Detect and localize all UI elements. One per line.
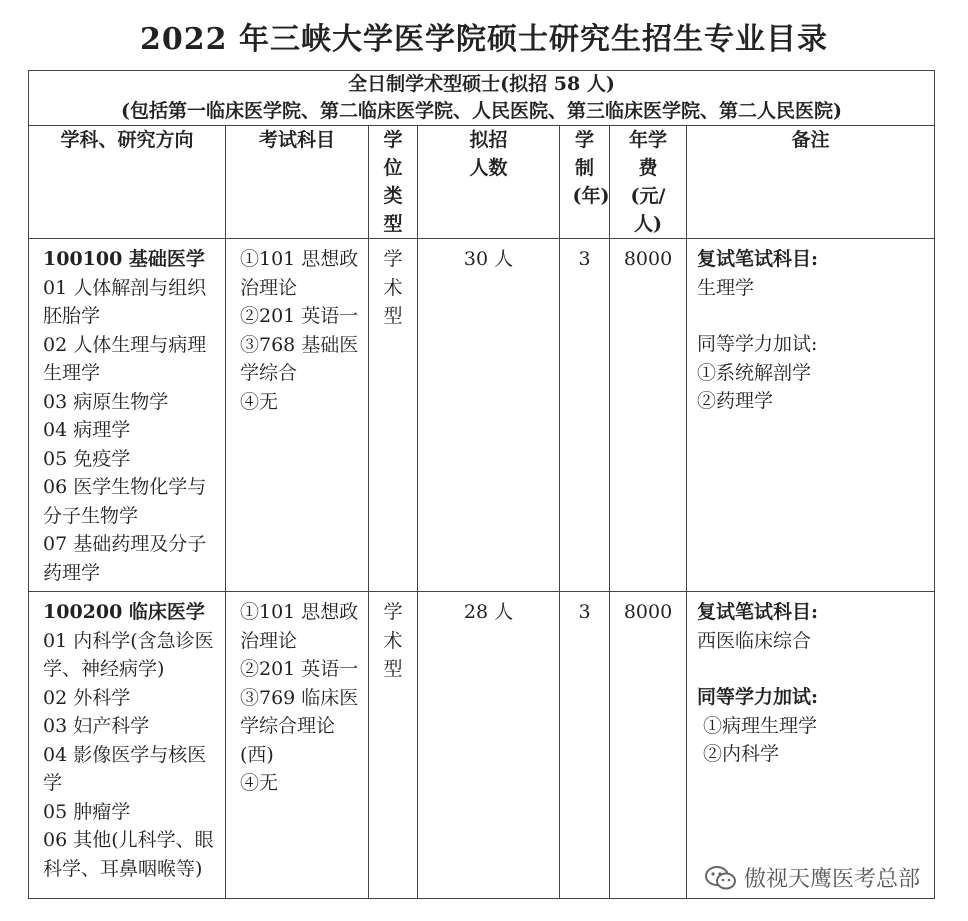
header-degree-type-text: 学位类型 [383, 129, 403, 235]
header-discipline: 学科、研究方向 [29, 126, 226, 239]
retest-subject: 西医临床综合 [697, 629, 812, 652]
exam-item: ③769 临床医学综合理论(西) [240, 686, 359, 766]
exam-item: ②201 英语一 [240, 658, 359, 680]
notes-cell [687, 592, 935, 899]
banner-row [29, 71, 935, 126]
banner-line-2: (包括第一临床医学院、第二临床医学院、人民医院、第三临床医学院、第二人民医院) [121, 100, 842, 122]
degree-type-value: 学术型 [383, 248, 403, 327]
header-duration-text: 学制(年) [572, 129, 610, 207]
discipline-cell [29, 239, 226, 592]
header-tuition-text: 年学费(元/人) [628, 129, 667, 235]
quota-value: 28 人 [463, 601, 514, 623]
direction-item: 01 内科学(含急诊医学、神经病学) [43, 629, 214, 680]
duration-cell [560, 592, 610, 899]
equivalent-title: 同等学力加试: [697, 686, 819, 708]
direction-item: 02 外科学 [43, 686, 131, 709]
equivalent-item: ①病理生理学 [703, 714, 818, 737]
direction-item: 01 人体解剖与组织胚胎学 [43, 276, 207, 327]
direction-item: 03 病原生物学 [43, 390, 169, 413]
wechat-icon [704, 865, 738, 891]
page-title: 2022 年三峡大学医学院硕士研究生招生专业目录 [140, 22, 828, 57]
direction-item: 06 医学生物化学与分子生物学 [43, 476, 207, 527]
catalog-table [28, 70, 935, 899]
notes-cell [687, 239, 935, 592]
banner-cell [29, 71, 935, 126]
header-tuition [610, 126, 687, 239]
quota-value: 30 人 [463, 248, 514, 270]
direction-item: 04 影像医学与核医学 [43, 743, 207, 794]
header-row [29, 126, 935, 239]
exam-cell [226, 592, 369, 899]
direction-item: 02 人体生理与病理生理学 [43, 333, 207, 384]
exam-item: ④无 [240, 772, 279, 794]
duration-cell [560, 239, 610, 592]
direction-item: 06 其他(儿科学、眼科学、耳鼻咽喉等) [43, 829, 214, 880]
discipline-cell [29, 592, 226, 899]
banner-line-1: 全日制学术型硕士(拟招 58 人) [348, 73, 615, 95]
direction-item: 05 免疫学 [43, 447, 131, 470]
header-duration [560, 126, 610, 239]
retest-title: 复试笔试科目: [697, 601, 819, 623]
retest-title: 复试笔试科目: [697, 248, 819, 270]
tuition-value: 8000 [623, 248, 673, 270]
exam-item: ④无 [240, 390, 279, 413]
duration-value: 3 [578, 248, 591, 270]
degree-type-cell [369, 239, 418, 592]
equivalent-item: ①系统解剖学 [697, 361, 812, 384]
direction-item: 03 妇产科学 [43, 715, 150, 737]
header-quota [418, 126, 560, 239]
retest-subject: 生理学 [697, 276, 755, 299]
exam-cell [226, 239, 369, 592]
equivalent-item: ②内科学 [703, 743, 780, 765]
direction-item: 07 基础药理及分子药理学 [43, 533, 207, 584]
direction-item: 04 病理学 [43, 419, 131, 441]
exam-item: ②201 英语一 [240, 305, 359, 327]
degree-type-value: 学术型 [383, 601, 403, 680]
tuition-cell [610, 592, 687, 899]
tuition-value: 8000 [623, 601, 673, 623]
quota-cell [418, 239, 560, 592]
watermark-text: 傲视天鹰医考总部 [744, 867, 921, 892]
equivalent-title: 同等学力加试: [697, 333, 818, 355]
header-degree-type [369, 126, 418, 239]
exam-item: ①101 思想政治理论 [240, 248, 359, 299]
header-notes: 备注 [687, 126, 935, 239]
equivalent-item: ②药理学 [697, 390, 774, 412]
header-quota-text: 拟招人数 [469, 129, 508, 179]
major-code-name: 100100 基础医学 [43, 248, 205, 270]
direction-item: 05 肿瘤学 [43, 800, 131, 823]
watermark [700, 862, 924, 893]
table-row [29, 239, 935, 592]
major-code-name: 100200 临床医学 [43, 601, 205, 623]
degree-type-cell [369, 592, 418, 899]
exam-item: ①101 思想政治理论 [240, 601, 359, 652]
exam-item: ③768 基础医学综合 [240, 333, 359, 384]
quota-cell [418, 592, 560, 899]
tuition-cell [610, 239, 687, 592]
header-exam: 考试科目 [226, 126, 369, 239]
duration-value: 3 [578, 601, 591, 623]
table-row [29, 592, 935, 899]
